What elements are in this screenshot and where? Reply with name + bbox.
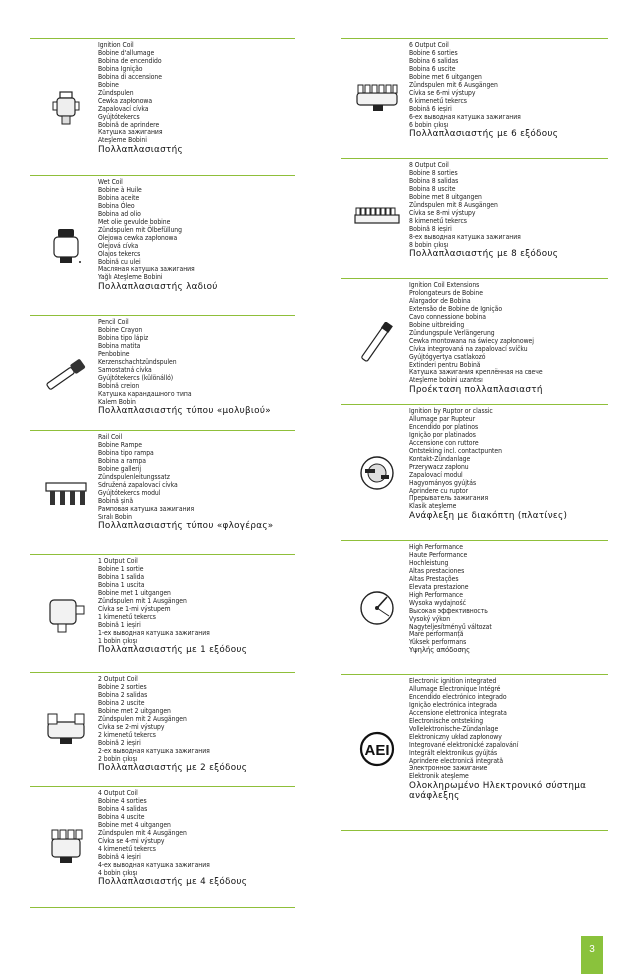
translation-line: Accensione elettronica integrata <box>409 707 507 717</box>
translation-line: Altas Prestações <box>409 573 459 583</box>
translation-line: Bobină 8 ieșiri <box>409 223 452 233</box>
translation-line: Рамповая катушка зажигания <box>98 503 195 513</box>
translation-line: Bobina 8 salidas <box>409 175 459 185</box>
translation-line: Penbobine <box>98 348 130 358</box>
greek-label: Πολλαπλασιαστής με 4 εξόδους <box>98 877 248 888</box>
translation-line: 4 kimenetű tekercs <box>98 843 156 853</box>
translation-line: Zündspulen mit 4 Ausgängen <box>98 827 187 837</box>
translation-list <box>409 543 606 655</box>
translation-list <box>98 41 293 155</box>
translation-line: Bobina Ignição <box>98 63 143 73</box>
right-bottom-rule <box>341 830 608 831</box>
translation-line: Bobina de encendido <box>98 55 162 65</box>
translation-line: Allumage Electronique Intégré <box>409 683 501 693</box>
translation-line: Encendido electrónico integrado <box>409 691 507 701</box>
translation-line: Bobine met 4 uitgangen <box>98 819 171 829</box>
translation-line: Gyújtótekercs <box>98 111 140 121</box>
translation-line: Bobine met 6 uitgangen <box>409 71 482 81</box>
translation-line: Cívka se 1-mi výstupem <box>98 603 171 613</box>
translation-line: Ontsteking incl. contactpunten <box>409 445 502 455</box>
translation-line: Zündspulen mit 8 Ausgängen <box>409 199 498 209</box>
ruptor-icon <box>351 453 403 493</box>
translation-line: 8 Output Coil <box>409 160 449 169</box>
translation-line: Bobină 6 ieșiri <box>409 103 452 113</box>
translation-line: 6 Output Coil <box>409 40 449 49</box>
translation-line: Nagyteljesítményű változat <box>409 621 492 631</box>
translation-list <box>409 677 606 801</box>
translation-line: 6 bobin çıkışı <box>409 119 449 129</box>
greek-label: Πολλαπλασιαστής τύπου «μολυβιού» <box>98 406 271 417</box>
translation-line: 1 kimenetű tekercs <box>98 611 156 621</box>
two-output-coil-icon <box>40 710 92 750</box>
translation-line: Bobine uitbreiding <box>409 319 465 329</box>
translation-line: Accensione con ruttore <box>409 437 479 447</box>
translation-line: High Performance <box>409 542 463 551</box>
greek-label: Ανάφλεξη με διακόπτη (πλατίνες) <box>409 511 568 522</box>
left-column <box>30 38 295 905</box>
translation-line: Bobina 4 salidas <box>98 803 148 813</box>
translation-line: Altas prestaciones <box>409 565 465 575</box>
translation-line: Bobină cu ulei <box>98 256 141 266</box>
greek-label: Πολλαπλασιαστής με 8 εξόδους <box>409 249 559 260</box>
translation-line: 8 bobin çıkışı <box>409 239 449 249</box>
translation-line: Kerzenschachtzündspulen <box>98 356 177 366</box>
translation-line: Zapalovací modul <box>409 469 463 479</box>
translation-line: Aprindere electronică integrată <box>409 755 504 765</box>
translation-line: Wet Coil <box>98 177 123 186</box>
coil-entry <box>341 278 608 404</box>
translation-line: Bobina 2 uscite <box>98 697 145 707</box>
translation-line: 2 kimenetű tekercs <box>98 729 156 739</box>
translation-line: Sdružená zapalovací cívka <box>98 479 178 489</box>
translation-line: Ignition Coil <box>98 40 134 49</box>
translation-line: Bobina ad olio <box>98 208 141 218</box>
translation-list <box>98 318 293 416</box>
translation-line: Cavo connessione bobina <box>409 311 486 321</box>
translation-line: Yüksek performans <box>409 637 467 647</box>
translation-line: Bobina 2 salidas <box>98 689 148 699</box>
aei-icon-text: AEI <box>364 742 390 759</box>
translation-line: Cívka se 2-mi výstupy <box>98 721 165 731</box>
greek-label: Πολλαπλασιαστής με 2 εξόδους <box>98 763 248 774</box>
translation-line: Bobina matita <box>98 340 141 350</box>
translation-line: Ignition by Ruptor or classic <box>409 406 493 415</box>
greek-label: Υψηλής απόδοσης <box>409 646 471 655</box>
greek-label: Ολοκληρωμένο Ηλεκτρονικό σύστημα ανάφλεξης <box>409 781 587 802</box>
translation-line: Mare performanță <box>409 629 464 639</box>
translation-list <box>409 161 606 259</box>
translation-line: Bobine Rampe <box>98 439 142 449</box>
translation-line: Ateşleme bobini uzantısı <box>409 375 483 385</box>
translation-line: Bobine 2 sorties <box>98 681 147 691</box>
translation-line: Met olie gevulde bobine <box>98 216 171 226</box>
ignition-coil-icon <box>40 88 92 128</box>
translation-line: Bobina tipo lápiz <box>98 332 149 342</box>
translation-line: Alargador de Bobina <box>409 295 471 305</box>
translation-line: Hochleistung <box>409 557 449 567</box>
translation-line: Bobina aceite <box>98 192 140 202</box>
translation-line: Allumage par Rupteur <box>409 413 476 423</box>
translation-line: Electronic ignition integrated <box>409 676 497 685</box>
translation-line: Pencil Coil <box>98 317 129 326</box>
greek-label: Πολλαπλασιαστής λαδιού <box>98 282 218 293</box>
translation-line: Bobină 2 ieșiri <box>98 737 141 747</box>
coil-entry <box>30 786 295 905</box>
translation-line: 4 bobin çıkışı <box>98 867 138 877</box>
translation-line: Integrált elektronikus gyújtás <box>409 747 498 757</box>
translation-line: Zündspulen mit 6 Ausgängen <box>409 79 498 89</box>
coil-entry <box>30 672 295 786</box>
translation-line: Bobine 8 sorties <box>409 167 458 177</box>
translation-line: Cewka zapłonowa <box>98 95 153 105</box>
translation-line: Yağlı Ateşleme Bobini <box>98 272 163 282</box>
translation-line: Bobina 1 salida <box>98 571 145 581</box>
translation-line: Elektroniczny układ zapłonowy <box>409 731 502 741</box>
translation-line: Wysoka wydajność <box>409 597 466 607</box>
translation-line: 2 Output Coil <box>98 674 138 683</box>
greek-label: Πολλαπλασιαστής τύπου «φλογέρας» <box>98 521 274 532</box>
translation-line: Катушка зажигания креплённая на свече <box>409 367 543 377</box>
translation-line: Катушка карандашного типа <box>98 388 192 398</box>
aei-icon <box>351 729 403 769</box>
coil-entry <box>30 175 295 315</box>
translation-line: Bobine gallerij <box>98 463 142 473</box>
translation-line: 2-ex выводная катушка зажигания <box>98 745 210 755</box>
translation-line: Samostatná cívka <box>98 364 152 374</box>
translation-list <box>98 178 293 292</box>
translation-line: Olejowa cewka zapłonowa <box>98 232 178 242</box>
translation-line: 8-ex выводная катушка зажигания <box>409 231 521 241</box>
pencil-coil-icon <box>40 354 92 394</box>
translation-line: Aprindere cu ruptor <box>409 485 469 495</box>
translation-line: Zündspulen <box>98 87 134 97</box>
translation-line: Kontakt-Zündanlage <box>409 453 471 463</box>
greek-label: Πολλαπλασιαστής <box>98 145 183 156</box>
translation-line: Integrované elektronické zapalování <box>409 739 519 749</box>
translation-list <box>98 557 293 655</box>
translation-line: Extinderi pentru Bobină <box>409 359 481 369</box>
translation-line: Ignition Coil Extensions <box>409 280 480 289</box>
translation-line: Elektronik ateşleme <box>409 771 469 781</box>
greek-label: Πολλαπλασιαστής με 1 εξόδους <box>98 645 248 656</box>
eight-output-coil-icon <box>351 199 403 239</box>
wet-coil-icon <box>40 226 92 266</box>
translation-line: Cívka se 4-mi výstupy <box>98 835 165 845</box>
translation-line: Elevata prestazione <box>409 581 469 591</box>
translation-line: Zapalovací cívka <box>98 103 149 113</box>
translation-list <box>409 41 606 139</box>
translation-line: 1-ex выводная катушка зажигания <box>98 627 210 637</box>
translation-line: Bobine 1 sortie <box>98 563 144 573</box>
translation-line: Bobine Crayon <box>98 324 143 334</box>
coil-entry <box>30 38 295 175</box>
translation-line: Haute Performance <box>409 549 468 559</box>
translation-list <box>98 675 293 773</box>
translation-line: Bobina tipo rampa <box>98 447 154 457</box>
one-output-coil-icon <box>40 594 92 634</box>
translation-list <box>98 789 293 887</box>
coil-entry <box>341 404 608 540</box>
translation-line: Zündspulen mit Ölbefüllung <box>98 224 182 234</box>
translation-line: Gyújtógyertya csatlakozó <box>409 351 486 361</box>
coil-entry <box>341 158 608 278</box>
translation-line: Bobina Óleo <box>98 200 135 210</box>
translation-list <box>409 407 606 521</box>
greek-label: Πολλαπλασιαστής με 6 εξόδους <box>409 129 559 140</box>
translation-line: 4-ex выводная катушка зажигания <box>98 859 210 869</box>
translation-line: Sıralı Bobin <box>98 511 132 521</box>
left-bottom-rule <box>30 907 295 908</box>
translation-line: Bobina 6 salidas <box>409 55 459 65</box>
translation-line: Klasik ateşleme <box>409 501 457 511</box>
translation-line: Zündspulen mit 1 Ausgängen <box>98 595 187 605</box>
translation-line: Extensão de Bobine de Ignição <box>409 303 503 313</box>
high-performance-icon <box>351 588 403 628</box>
right-column <box>341 38 608 821</box>
translation-line: Bobine d'allumage <box>98 47 155 57</box>
translation-line: 6 kimenetű tekercs <box>409 95 467 105</box>
translation-line: Катушка зажигания <box>98 127 163 137</box>
coil-entry <box>341 540 608 674</box>
translation-line: Прерыватель зажигания <box>409 493 489 503</box>
translation-line: 1 bobin çıkışı <box>98 635 138 645</box>
translation-line: Gyújtótekercs (különálló) <box>98 372 174 382</box>
translation-line: Bobina 4 uscite <box>98 811 145 821</box>
translation-line: Bobine met 2 uitgangen <box>98 705 171 715</box>
translation-line: Ignição electrónica integrada <box>409 699 497 709</box>
translation-line: Bobină 1 ieșiri <box>98 619 141 629</box>
translation-line: Электронное зажигание <box>409 763 488 773</box>
translation-line: Bobină de aprindere <box>98 119 160 129</box>
translation-line: Bobine met 1 uitgangen <box>98 587 171 597</box>
coil-entry <box>341 674 608 821</box>
translation-line: Bobina 6 uscite <box>409 63 456 73</box>
translation-line: Cívka se 6-mi výstupy <box>409 87 476 97</box>
translation-line: Ateşleme Bobini <box>98 135 147 145</box>
translation-line: Hagyományos gyújtás <box>409 477 477 487</box>
coil-entry <box>341 38 608 158</box>
translation-line: 4 Output Coil <box>98 788 138 797</box>
translation-line: 8 kimenetű tekercs <box>409 215 467 225</box>
translation-line: Vollelektronische-Zündanlage <box>409 723 499 733</box>
translation-line: Bobină creion <box>98 380 140 390</box>
translation-line: Высокая эффективность <box>409 605 488 615</box>
six-output-coil-icon <box>351 79 403 119</box>
translation-line: Bobină 4 ieșiri <box>98 851 141 861</box>
translation-line: Bobina di accensione <box>98 71 162 81</box>
translation-line: Ignição por platinados <box>409 429 476 439</box>
translation-line: Olajos tekercs <box>98 248 141 258</box>
translation-line: Vysoký výkon <box>409 613 451 623</box>
translation-line: Bobine à Huile <box>98 184 142 194</box>
translation-line: Zündspulenleitungssatz <box>98 471 170 481</box>
translation-line: Cívka integrovaná na zapalovací svíčku <box>409 343 528 353</box>
translation-line: Gyújtótekercs modul <box>98 487 161 497</box>
translation-line: Kalem Bobin <box>98 396 136 406</box>
translation-line: Масляная катушка зажигания <box>98 264 195 274</box>
translation-line: Bobină șină <box>98 495 134 505</box>
translation-line: Bobina 8 uscite <box>409 183 456 193</box>
translation-line: Prolongateurs de Bobine <box>409 287 483 297</box>
translation-line: Bobine <box>98 79 119 89</box>
translation-line: Zündspulen mit 2 Ausgängen <box>98 713 187 723</box>
translation-list <box>409 281 606 395</box>
translation-line: Bobina 1 uscita <box>98 579 145 589</box>
translation-line: Olejová cívka <box>98 240 139 250</box>
coil-entry <box>30 554 295 672</box>
translation-line: Encendido por platinos <box>409 421 479 431</box>
translation-line: 2 bobin çıkışı <box>98 753 138 763</box>
translation-line: Electronische ontsteking <box>409 715 484 725</box>
four-output-coil-icon <box>40 827 92 867</box>
coil-extension-icon <box>351 322 403 362</box>
translation-line: Bobine 4 sorties <box>98 795 147 805</box>
coil-entry <box>30 430 295 554</box>
page-number: 3 <box>589 944 595 955</box>
greek-label: Προέκταση πολλαπλασιαστή <box>409 385 543 396</box>
translation-line: Bobine 6 sorties <box>409 47 458 57</box>
translation-line: Bobine met 8 uitgangen <box>409 191 482 201</box>
translation-line: 1 Output Coil <box>98 556 138 565</box>
page-number-tab <box>581 936 603 974</box>
translation-line: Rail Coil <box>98 432 123 441</box>
translation-line: Zündungspule Verlängerung <box>409 327 495 337</box>
translation-line: Przerywacz zapłonu <box>409 461 469 471</box>
translation-line: High Performance <box>409 589 463 599</box>
translation-line: Cívka se 8-mi výstupy <box>409 207 476 217</box>
translation-line: Bobina a rampa <box>98 455 146 465</box>
translation-line: 6-ex выводная катушка зажигания <box>409 111 521 121</box>
coil-entry <box>30 315 295 430</box>
translation-list <box>98 433 293 531</box>
rail-coil-icon <box>40 473 92 513</box>
translation-line: Cewka montowana na świecy zapłonowej <box>409 335 534 345</box>
